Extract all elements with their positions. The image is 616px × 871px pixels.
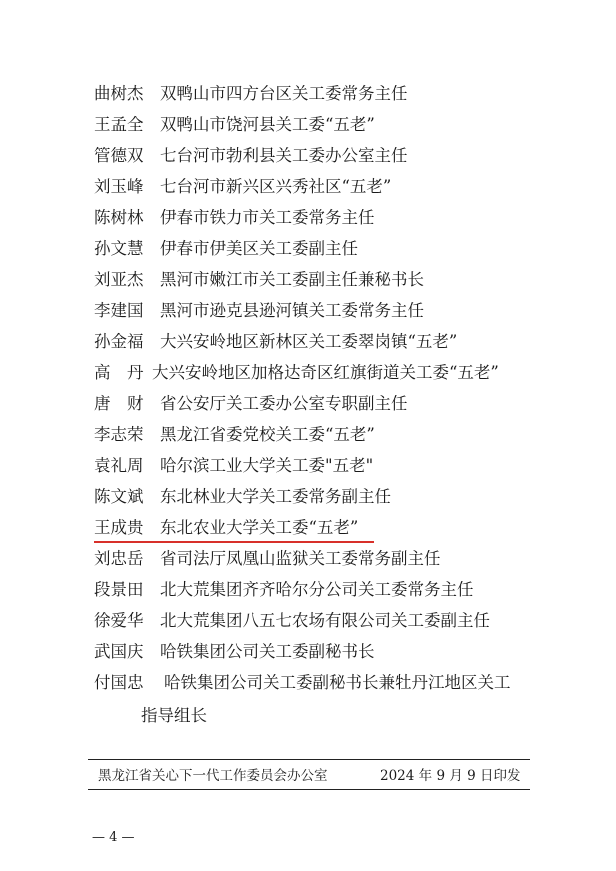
person-name: 刘玉峰 [94,177,144,196]
list-item [94,264,554,295]
person-name: 曲树杰 [94,84,144,103]
list-item [94,388,554,419]
list-item [94,233,554,264]
list-item [94,574,554,605]
person-role: 东北农业大学关工委“五老” [160,518,359,537]
person-name: 陈文斌 [94,487,144,506]
list-item [94,605,554,636]
person-role: 七台河市勃利县关工委办公室主任 [160,146,408,165]
person-name: 孙文慧 [94,239,144,258]
person-role: 哈铁集团公司关工委副秘书长兼牡丹江地区关工 [164,673,511,692]
person-name: 武国庆 [94,642,144,661]
person-name: 付国忠 [94,673,144,692]
person-role: 哈尔滨工业大学关工委"五老" [160,456,374,475]
person-name: 李志荣 [94,425,144,444]
list-item [94,636,554,667]
person-name: 徐爱华 [94,611,144,630]
list-item [94,202,554,233]
list-item [94,78,554,109]
person-role: 黑河市嫩江市关工委副主任兼秘书长 [160,270,424,289]
person-name: 王孟全 [94,115,144,134]
footer-bottom-rule [88,789,530,790]
person-role: 七台河市新兴区兴秀社区“五老” [160,177,392,196]
person-name: 王成贵 [94,518,144,537]
person-role: 北大荒集团齐齐哈尔分公司关工委常务主任 [160,580,474,599]
person-name: 袁礼周 [94,456,144,475]
list-item [94,326,554,357]
person-role: 大兴安岭地区新林区关工委翠岗镇“五老” [160,332,458,351]
list-item [94,171,554,202]
person-role: 黑龙江省委党校关工委“五老” [160,425,375,444]
person-name: 孙金福 [94,332,144,351]
list-item [94,140,554,171]
list-item [94,109,554,140]
list-item [94,357,554,388]
list-item-highlighted [94,512,554,543]
person-role: 黑河市逊克县逊河镇关工委常务主任 [160,301,424,320]
person-role: 伊春市伊美区关工委副主任 [160,239,358,258]
list-item [94,543,554,574]
person-role: 东北林业大学关工委常务副主任 [160,487,391,506]
list-item [94,295,554,326]
person-role: 哈铁集团公司关工委副秘书长 [160,642,375,661]
person-role: 省司法厅凤凰山监狱关工委常务副主任 [160,549,441,568]
page-number: — 4 — [92,830,135,845]
person-role: 大兴安岭地区加格达奇区红旗街道关工委“五老” [152,363,499,382]
person-name: 唐 财 [94,394,144,413]
role-continuation: 指导组长 [141,706,207,725]
person-name: 李建国 [94,301,144,320]
person-role: 北大荒集团八五七农场有限公司关工委副主任 [160,611,490,630]
person-role: 伊春市铁力市关工委常务主任 [160,208,375,227]
footer-top-rule [88,759,530,760]
person-name: 段景田 [94,580,144,599]
person-name: 刘亚杰 [94,270,144,289]
name-list [94,78,554,698]
person-role: 双鸭山市四方台区关工委常务主任 [160,84,408,103]
person-name: 高 丹 [94,363,144,382]
person-name: 刘忠岳 [94,549,144,568]
person-role: 省公安厅关工委办公室专职副主任 [160,394,408,413]
list-item [94,481,554,512]
person-name: 陈树林 [94,208,144,227]
list-item [94,667,554,698]
list-item [94,450,554,481]
person-role: 双鸭山市饶河县关工委“五老” [160,115,375,134]
footer-date: 2024 年 9 月 9 日印发 [380,768,521,784]
person-name: 管德双 [94,146,144,165]
footer-issuer: 黑龙江省关心下一代工作委员会办公室 [98,768,328,784]
list-item [94,419,554,450]
